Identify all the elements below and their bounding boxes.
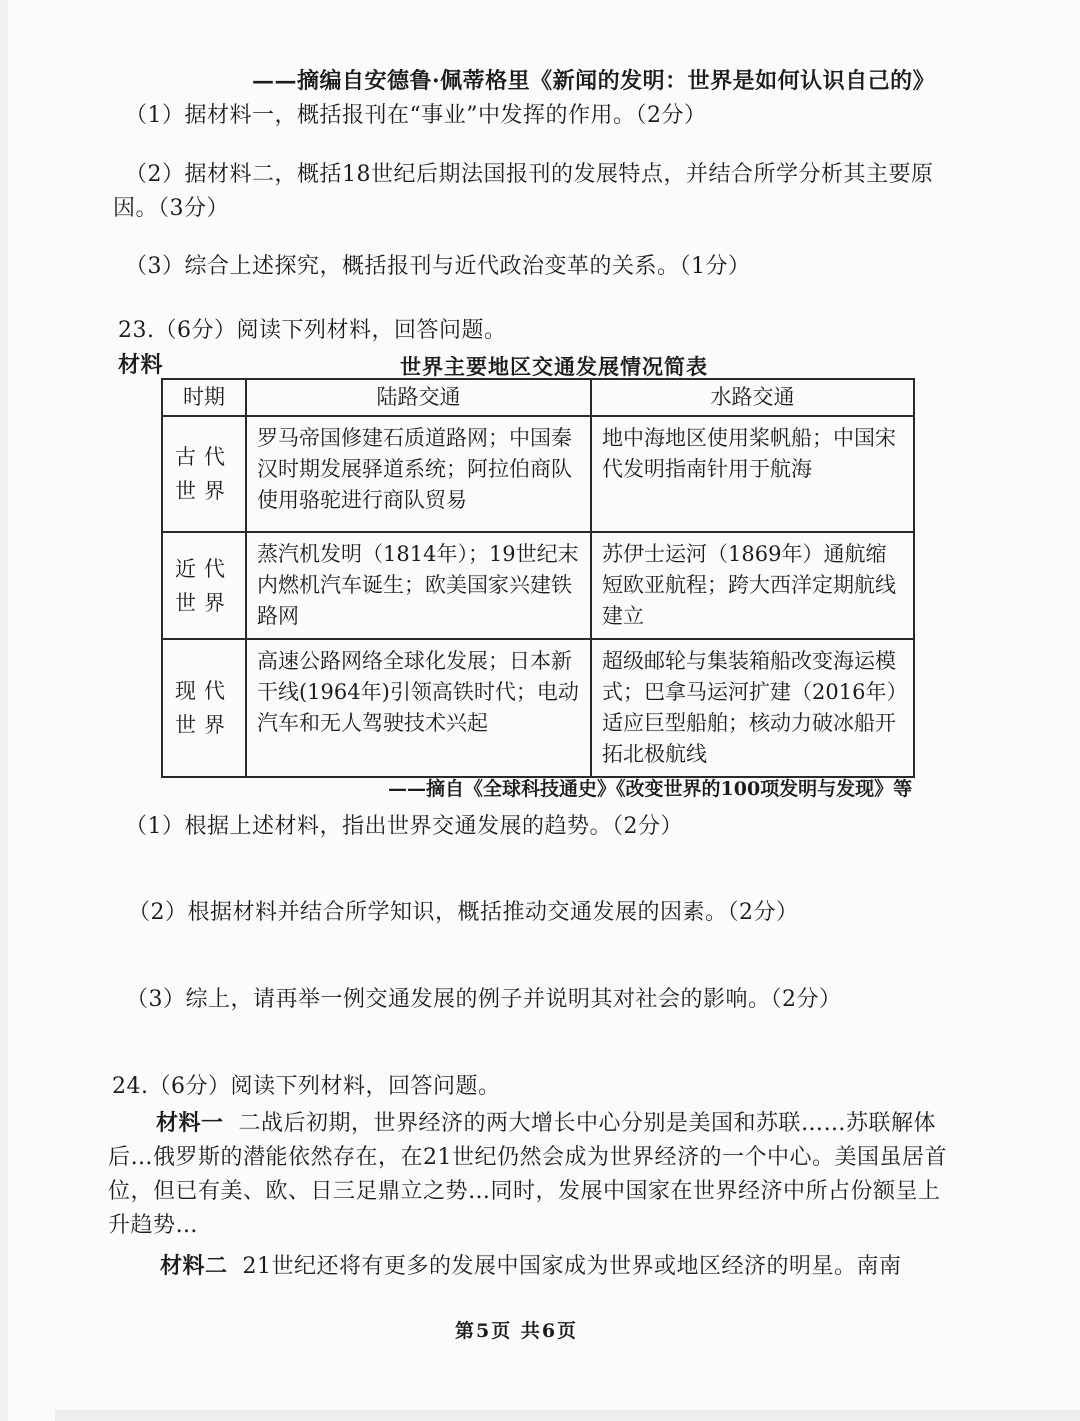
q23-sub3: （3）综上，请再举一例交通发展的例子并说明其对社会的影响。（2分） [126, 987, 842, 1012]
water-cell: 苏伊士运河（1869年）通航缩短欧亚航程；跨大西洋定期航线建立 [591, 532, 914, 639]
table-header-water: 水路交通 [591, 379, 914, 416]
q22-sub2: （2）据材料二，概括18世纪后期法国报刊的发展特点，并结合所学分析其主要原因。（3分） [113, 162, 934, 221]
q22-sub3: （3）综合上述探究，概括报刊与近代政治变革的关系。（1分） [125, 254, 751, 279]
table-row [162, 639, 914, 777]
q23-sub1: （1）根据上述材料，指出世界交通发展的趋势。（2分） [125, 814, 683, 839]
q23-sub2: （2）根据材料并结合所学知识，概括推动交通发展的因素。（2分） [128, 900, 799, 925]
q23-heading: 23.（6分）阅读下列材料，回答问题。 [118, 318, 507, 343]
q24-m1-label: 材料一 [156, 1110, 224, 1136]
q23-table-caption: 世界主要地区交通发展情况简表 [400, 354, 708, 379]
table-header-row [162, 379, 914, 416]
q24-m2-text: 21世纪还将有更多的发展中国家成为世界或地区经济的明星。南南 [242, 1254, 902, 1279]
land-cell: 罗马帝国修建石质道路网；中国秦汉时期发展驿道系统；阿拉伯商队使用骆驼进行商队贸易 [246, 416, 591, 532]
land-cell: 蒸汽机发明（1814年）；19世纪末内燃机汽车诞生；欧美国家兴建铁路网 [246, 532, 591, 639]
q24-material1 [108, 1106, 956, 1243]
water-cell: 超级邮轮与集装箱船改变海运模式；巴拿马运河扩建（2016年）适应巨型船舶；核动力破冰船开拓北极航线 [591, 639, 914, 777]
q24-heading: 24.（6分）阅读下列材料，回答问题。 [112, 1074, 501, 1099]
table-row [162, 416, 914, 532]
q23-source: ——摘自《全球科技通史》《改变世界的100项发明与发现》等 [388, 778, 913, 800]
table-row [162, 532, 914, 639]
water-cell: 地中海地区使用桨帆船；中国宋代发明指南针用于航海 [591, 416, 914, 532]
q24-m1-text: 二战后初期，世界经济的两大增长中心分别是美国和苏联……苏联解体后…俄罗斯的潜能依然存在，在21世纪仍然会成为世界经济的一个中心。美国虽居首位，但已有美、欧、日三足鼎立之势…同时，发展中国家在世界经济中所占份额呈上升趋势… [108, 1111, 947, 1238]
scan-bottom-edge [55, 1410, 1080, 1421]
q24-material2 [160, 1251, 902, 1282]
q23-material-label: 材料 [118, 352, 164, 378]
citation-top: ——摘编自安德鲁·佩蒂格里《新闻的发明：世界是如何认识自己的》 [252, 68, 936, 94]
page-footer: 第5页 共6页 [455, 1320, 579, 1342]
q24-m2-label: 材料二 [160, 1253, 228, 1279]
land-cell: 高速公路网络全球化发展；日本新干线(1964年)引领高铁时代；电动汽车和无人驾驶技术兴起 [246, 639, 591, 777]
q22-sub1: （1）据材料一，概括报刊在“事业”中发挥的作用。（2分） [125, 103, 707, 128]
table-header-period: 时期 [162, 379, 246, 416]
scan-edge [0, 0, 8, 1421]
table-header-land: 陆路交通 [246, 379, 591, 416]
period-cell: 现代世界 [162, 639, 246, 777]
period-cell: 近代世界 [162, 532, 246, 639]
transport-table [161, 378, 915, 778]
period-cell: 古代世界 [162, 416, 246, 532]
